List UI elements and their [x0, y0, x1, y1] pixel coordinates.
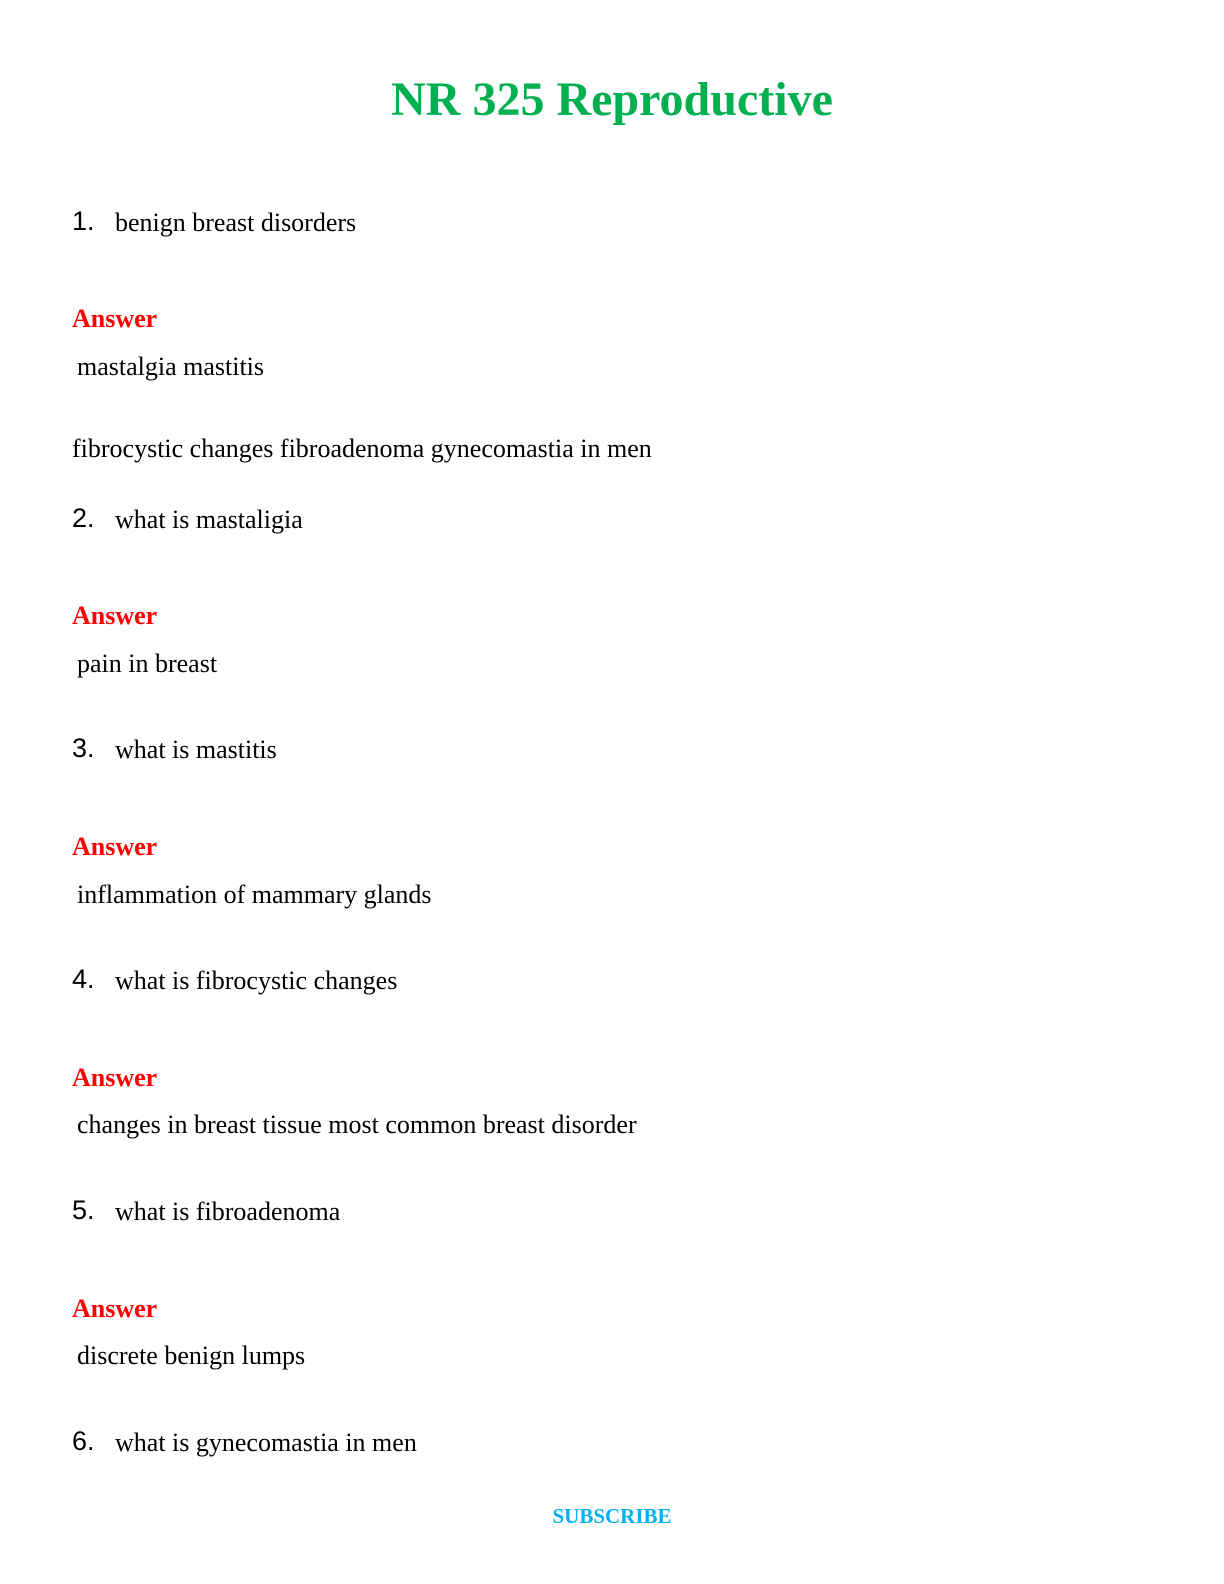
answer-label: Answer: [72, 832, 158, 861]
answer-text: mastalgia mastitis: [77, 352, 265, 381]
subscribe-link[interactable]: SUBSCRIBE: [552, 1504, 672, 1528]
answer-label: Answer: [72, 1294, 158, 1323]
question-number: 1.: [72, 206, 95, 236]
question-text: what is fibrocystic changes: [115, 966, 398, 995]
question-number: 6.: [72, 1426, 95, 1456]
answer-text: discrete benign lumps: [77, 1341, 306, 1370]
answer-label: Answer: [72, 1063, 158, 1092]
question-number: 4.: [72, 964, 95, 994]
question-text: what is mastaligia: [115, 505, 303, 534]
answer-label: Answer: [72, 304, 158, 333]
answer-text: pain in breast: [77, 649, 218, 678]
page-title: NR 325 Reproductive: [391, 73, 833, 126]
question-number: 3.: [72, 733, 95, 763]
question-text: what is gynecomastia in men: [115, 1428, 417, 1457]
answer-text: changes in breast tissue most common breast disorder: [77, 1110, 637, 1139]
question-number: 5.: [72, 1195, 95, 1225]
answer-text: inflammation of mammary glands: [77, 880, 432, 909]
question-text: what is mastitis: [115, 735, 277, 764]
answer-text: fibrocystic changes fibroadenoma gynecomastia in men: [72, 434, 652, 463]
question-text: what is fibroadenoma: [115, 1197, 341, 1226]
question-number: 2.: [72, 503, 95, 533]
answer-label: Answer: [72, 601, 158, 630]
question-text: benign breast disorders: [115, 208, 357, 237]
